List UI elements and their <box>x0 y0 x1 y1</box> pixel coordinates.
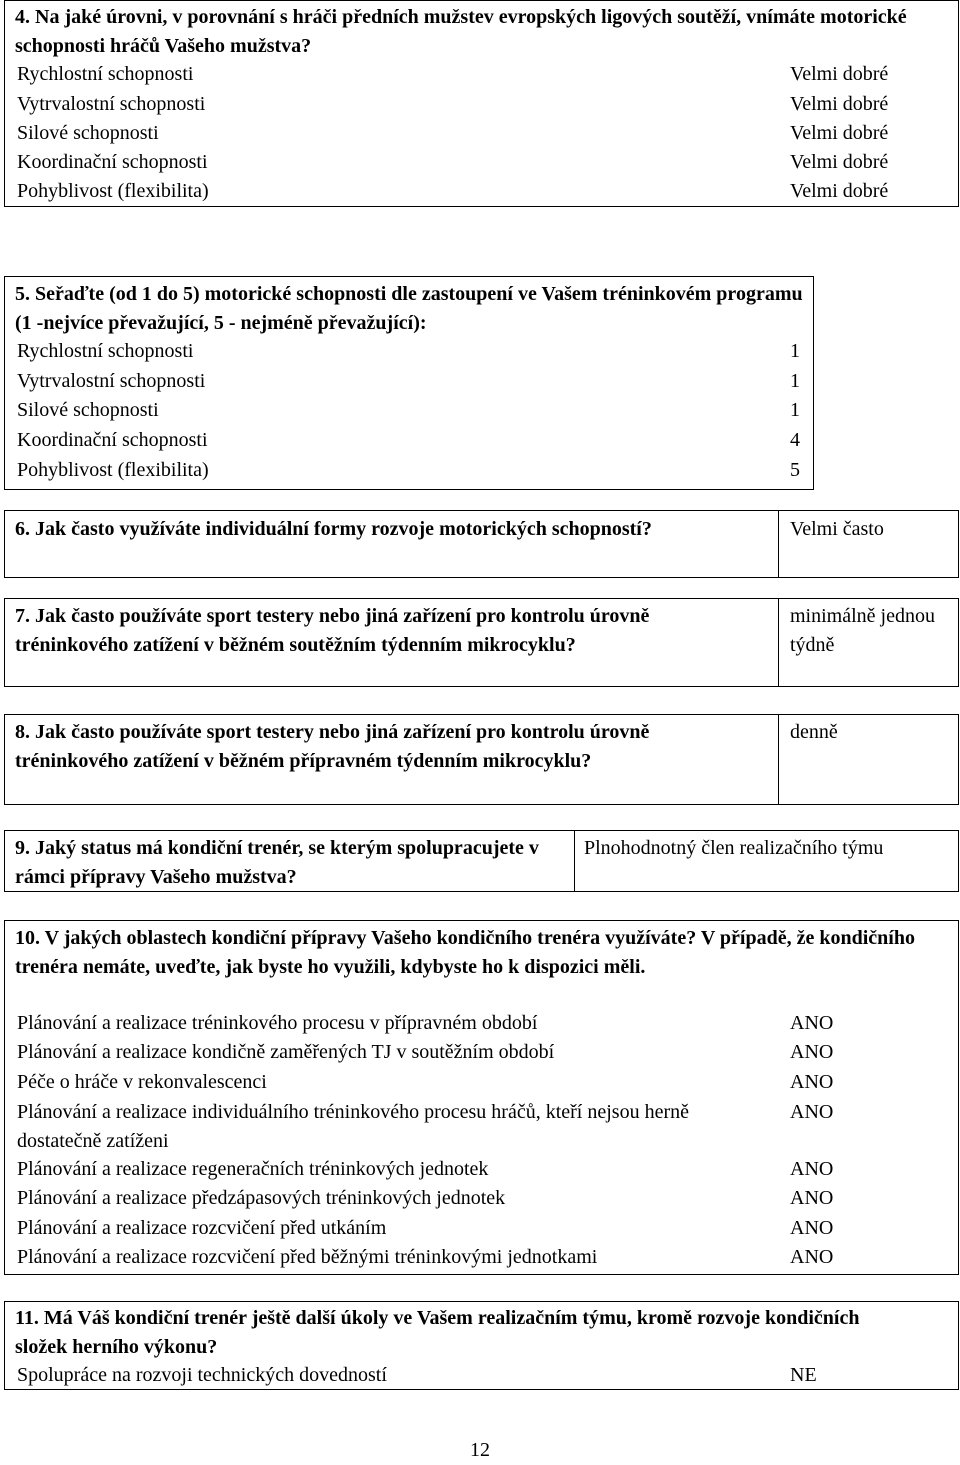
q4-row-value <box>790 148 888 177</box>
q10-row <box>17 1155 488 1184</box>
q11-row <box>17 1361 387 1390</box>
q10-row-label: Plánování a realizace rozcvičení před utkáním <box>17 1217 387 1239</box>
q10-row-label: Plánování a realizace tréninkového procesu v přípravném období <box>17 1012 538 1034</box>
q5-row-value <box>790 367 800 396</box>
question-8-box <box>4 714 959 805</box>
question-9-box <box>4 830 959 892</box>
q4-row-label: Pohyblivost (flexibilita) <box>17 180 209 202</box>
q10-row <box>17 1243 597 1272</box>
q5-value-text: 1 <box>790 399 800 421</box>
q10-row-label: Plánování a realizace předzápasových tréninkových jednotek <box>17 1187 506 1209</box>
question-9-answer-text: Plnohodnotný člen realizačního týmu <box>584 837 884 859</box>
q10-row <box>17 1009 537 1038</box>
question-7-label: 7. Jak často používáte sport testery nebo jiná zařízení pro kontrolu úrovně tréninkového zatížení v běžném soutěžním týdenním mikrocyklu? <box>15 605 650 656</box>
question-7-box <box>4 598 959 687</box>
page-number <box>0 1436 960 1465</box>
q10-value-text: ANO <box>790 1187 834 1209</box>
question-5-box <box>4 276 814 490</box>
q10-value-text: ANO <box>790 1012 834 1034</box>
q10-row-label: Plánování a realizace kondičně zaměřených TJ v soutěžním období <box>17 1041 555 1063</box>
question-6-text <box>15 515 715 544</box>
q5-row <box>17 456 209 485</box>
q10-row-value <box>790 1155 833 1184</box>
q10-row <box>17 1068 267 1097</box>
q10-row-value <box>790 1098 833 1127</box>
q10-row <box>17 1098 737 1156</box>
q5-row-value <box>790 396 800 425</box>
q10-value-text: ANO <box>790 1041 834 1063</box>
question-8-answer-text: denně <box>790 721 838 743</box>
q10-row-label: Plánování a realizace individuálního tréninkového procesu hráčů, kteří nejsou herně dostatečně zatíženi <box>17 1101 689 1152</box>
column-divider <box>574 831 575 891</box>
q10-value-text: ANO <box>790 1217 834 1239</box>
q5-value-text: 1 <box>790 370 800 392</box>
question-4-label: 4. Na jaké úrovni, v porovnání s hráči předních mužstev evropských ligových soutěží, vnímáte motorické schopnosti hráčů Vašeho mužstva? <box>15 6 907 57</box>
q4-row-value <box>790 177 888 206</box>
column-divider <box>778 511 779 577</box>
q10-row-label: Péče o hráče v rekonvalescenci <box>17 1071 267 1093</box>
question-8-text <box>15 718 765 776</box>
q10-row-value <box>790 1068 833 1097</box>
q4-row <box>17 60 193 89</box>
q10-row <box>17 1184 505 1213</box>
q5-value-text: 1 <box>790 340 800 362</box>
q5-row-label: Koordinační schopnosti <box>17 429 208 451</box>
question-9-text <box>15 834 570 892</box>
q10-row-value <box>790 1038 833 1067</box>
q4-row <box>17 177 209 206</box>
q4-value-text: Velmi dobré <box>790 151 889 173</box>
q5-row-label: Vytrvalostní schopnosti <box>17 370 206 392</box>
question-6-box <box>4 510 959 578</box>
question-7-text <box>15 602 765 660</box>
q10-row-value <box>790 1214 833 1243</box>
q4-row-label: Vytrvalostní schopnosti <box>17 93 206 115</box>
q5-row-label: Silové schopnosti <box>17 399 159 421</box>
q10-value-text: ANO <box>790 1101 834 1123</box>
q5-value-text: 5 <box>790 459 800 481</box>
column-divider <box>778 715 779 804</box>
question-10-box <box>4 920 959 1275</box>
q5-row <box>17 396 159 425</box>
question-11-label: 11. Má Váš kondiční trenér ještě další úkoly ve Vašem realizačním týmu, kromě rozvoje kondičních složek herního výkonu? <box>15 1307 860 1358</box>
question-9-answer <box>584 834 944 863</box>
question-8-answer <box>790 718 838 747</box>
question-11-text <box>15 1304 915 1362</box>
q5-row <box>17 367 205 396</box>
q10-value-text: ANO <box>790 1071 834 1093</box>
question-6-answer-text: Velmi často <box>790 518 884 540</box>
question-4-box <box>4 0 959 207</box>
q11-row-value <box>790 1361 817 1390</box>
q4-row-value <box>790 90 888 119</box>
q10-row-label: Plánování a realizace rozcvičení před běžnými tréninkovými jednotkami <box>17 1246 598 1268</box>
q4-row <box>17 148 208 177</box>
q10-row <box>17 1038 554 1067</box>
q4-row-label: Silové schopnosti <box>17 122 159 144</box>
q4-value-text: Velmi dobré <box>790 180 889 202</box>
question-11-box <box>4 1301 959 1390</box>
question-6-label: 6. Jak často využíváte individuální formy rozvoje motorických schopností? <box>15 518 652 540</box>
q5-row-value <box>790 456 800 485</box>
q4-value-text: Velmi dobré <box>790 93 889 115</box>
q5-value-text: 4 <box>790 429 800 451</box>
question-5-label: 5. Seřaďte (od 1 do 5) motorické schopnosti dle zastoupení ve Vašem tréninkovém programu (1 -nejvíce převažující, 5 - nejméně převažující): <box>15 283 803 334</box>
q4-row-label: Rychlostní schopnosti <box>17 63 194 85</box>
q5-row <box>17 426 208 455</box>
question-9-label: 9. Jaký status má kondiční trenér, se kterým spolupracujete v rámci přípravy Vašeho mužstva? <box>15 837 539 888</box>
q4-value-text: Velmi dobré <box>790 63 889 85</box>
q10-row-value <box>790 1184 833 1213</box>
q10-row-value <box>790 1009 833 1038</box>
question-6-answer <box>790 515 884 544</box>
q4-row-value <box>790 60 888 89</box>
q11-row-label: Spolupráce na rozvoji technických dovedností <box>17 1364 387 1386</box>
q5-row-value <box>790 337 800 366</box>
q5-row-value <box>790 426 800 455</box>
q4-row <box>17 119 159 148</box>
q11-value-text: NE <box>790 1364 817 1386</box>
q10-value-text: ANO <box>790 1158 834 1180</box>
q10-row <box>17 1214 386 1243</box>
q10-row-value <box>790 1243 833 1272</box>
question-10-text <box>15 924 925 982</box>
q4-value-text: Velmi dobré <box>790 122 889 144</box>
q5-row-label: Rychlostní schopnosti <box>17 340 194 362</box>
q5-row-label: Pohyblivost (flexibilita) <box>17 459 209 481</box>
question-10-label: 10. V jakých oblastech kondiční přípravy Vašeho kondičního trenéra využíváte? V případě, že kondičního trenéra nemáte, uveďte, jak byste ho využili, kdybyste ho k dispozici měli. <box>15 927 915 978</box>
question-5-text <box>15 280 805 338</box>
q5-row <box>17 337 193 366</box>
page-number-text: 12 <box>470 1439 490 1461</box>
q4-row-value <box>790 119 888 148</box>
question-7-answer <box>790 602 950 660</box>
q4-row-label: Koordinační schopnosti <box>17 151 208 173</box>
question-8-label: 8. Jak často používáte sport testery nebo jiná zařízení pro kontrolu úrovně tréninkového zatížení v běžném přípravném týdenním mikrocyklu? <box>15 721 650 772</box>
column-divider <box>778 599 779 686</box>
question-7-answer-text: minimálně jednou týdně <box>790 605 935 656</box>
q4-row <box>17 90 205 119</box>
question-4-text <box>15 3 945 61</box>
q10-row-label: Plánování a realizace regeneračních tréninkových jednotek <box>17 1158 489 1180</box>
q10-value-text: ANO <box>790 1246 834 1268</box>
